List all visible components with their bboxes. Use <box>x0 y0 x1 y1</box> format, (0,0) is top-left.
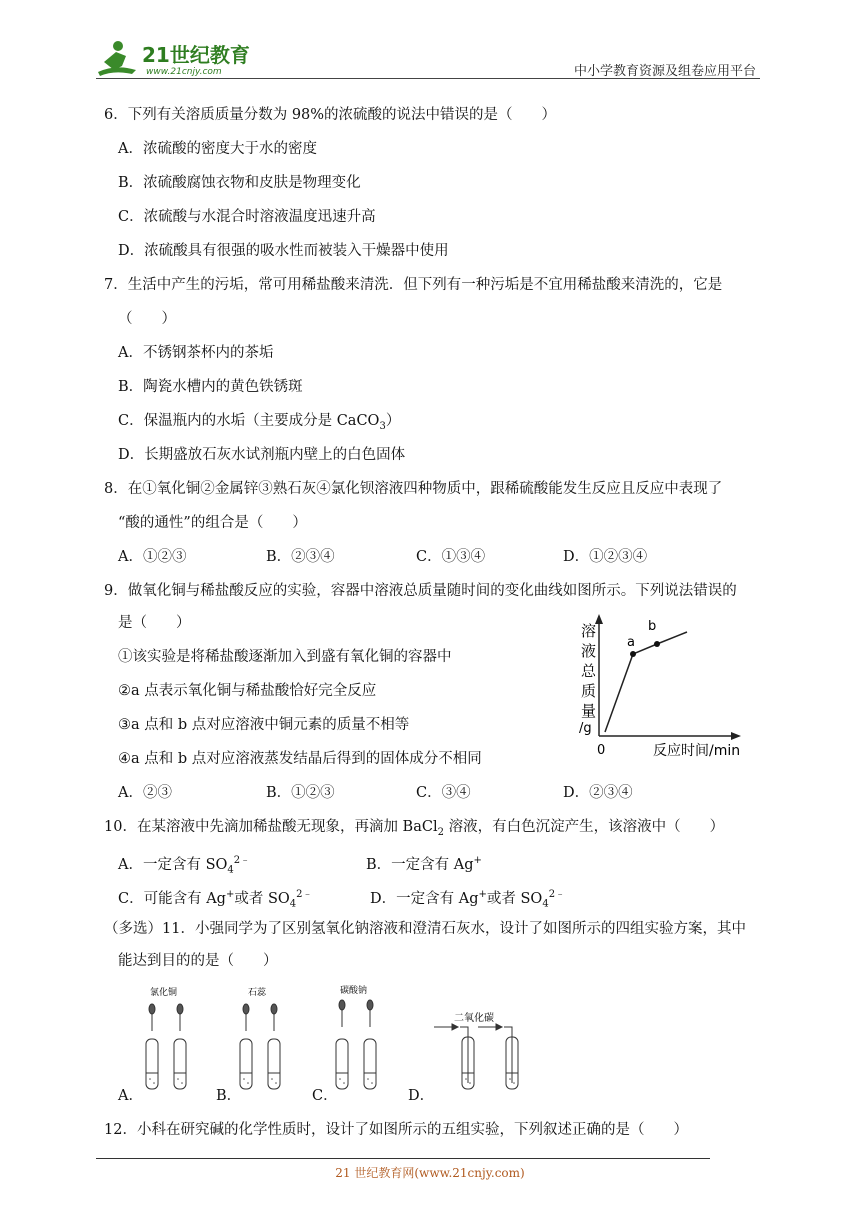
graph-ylabel-5: 量 <box>581 702 597 720</box>
label-copper-chloride: 氯化铜 <box>150 988 178 998</box>
q8-stem-line1: 8．在①氧化铜②金属锌③熟石灰④氯化钡溶液四种物质中，跟稀硫酸能发生反应且反应中表现了 <box>104 481 723 497</box>
graph-origin: 0 <box>597 743 606 758</box>
q11-option-d: D． <box>408 1088 435 1104</box>
q9-statement-4: ④a 点和 b 点对应溶液蒸发结晶后得到的固体成分不相同 <box>118 751 482 767</box>
q7-stem-line1: 7．生活中产生的污垢，常可用稀盐酸来清洗．但下列有一种污垢是不宜用稀盐酸来清洗的，它是 <box>104 277 723 293</box>
q7-option-b: B．陶瓷水槽内的黄色铁锈斑 <box>118 379 303 395</box>
q10-stem: 10．在某溶液中先滴加稀盐酸无现象，再滴加 BaCl$_2$ 溶液，有白色沉淀产生，该溶液中（ ） <box>104 819 725 838</box>
logo-title: 21世纪教育 <box>142 43 250 67</box>
q8-option-c: C．①③④ <box>416 549 486 565</box>
footer-divider <box>96 1158 710 1159</box>
q6-option-c: C．浓硫酸与水混合时溶液温度迅速升高 <box>118 209 376 225</box>
q8-option-b: B．②③④ <box>266 549 335 565</box>
q7-option-a: A．不锈钢茶杯内的茶垢 <box>118 345 274 361</box>
q11-stem-line1: （多选）11．小强同学为了区别氢氧化钠溶液和澄清石灰水，设计了如图所示的四组实验方案，其中 <box>104 921 746 937</box>
graph-point-a <box>630 651 636 657</box>
graph-curve <box>605 632 687 732</box>
q12-stem: 12．小科在研究碱的化学性质时，设计了如图所示的五组实验，下列叙述正确的是（ ） <box>104 1122 688 1138</box>
q6-option-d: D．浓硫酸具有很强的吸水性而被装入干燥器中使用 <box>118 243 449 259</box>
q9-statement-3: ③a 点和 b 点对应溶液中铜元素的质量不相等 <box>118 717 410 733</box>
q11-option-b: B． <box>216 1088 242 1104</box>
q9-option-c: C．③④ <box>416 785 471 801</box>
graph-point-b <box>654 641 660 647</box>
graph-ylabel-1: 溶 <box>581 622 597 640</box>
footer-text[interactable]: 21 世纪教育网(www.21cnjy.com) <box>335 1166 525 1180</box>
graph-ylabel-3: 总 <box>581 662 597 680</box>
logo-url: www.21cnjy.com <box>146 67 222 77</box>
q11-experiment-diagram <box>138 985 528 1095</box>
q8-option-a: A．①②③ <box>118 549 187 565</box>
graph-ylabel-2: 液 <box>581 642 597 660</box>
label-sodium-carbonate: 碳酸钠 <box>340 986 368 996</box>
graph-label-b: b <box>648 619 657 634</box>
q8-stem-line2: “酸的通性”的组合是（ ） <box>118 515 307 531</box>
graph-label-a: a <box>627 635 635 650</box>
graph-x-arrow <box>731 732 741 740</box>
q7-option-d: D．长期盛放石灰水试剂瓶内壁上的白色固体 <box>118 447 406 463</box>
q11-option-c: C． <box>312 1088 338 1104</box>
graph-y-arrow <box>595 614 603 624</box>
q10-option-d: D．一定含有 Ag+或者 $SO_4^{2﹣}$ <box>370 889 566 910</box>
q11-option-a: A． <box>118 1088 143 1104</box>
q6-stem: 6．下列有关溶质质量分数为 98%的浓硫酸的说法中错误的是（ ） <box>104 107 557 123</box>
label-carbon-dioxide: 二氧化碳 <box>454 1013 494 1024</box>
graph-ylabel-6: /g <box>579 721 592 736</box>
q7-option-c: C．保温瓶内的水垢（主要成分是 CaCO$_3$） <box>118 413 401 432</box>
q11-stem-line2: 能达到目的的是（ ） <box>118 953 278 969</box>
q9-stem-line2: 是（ ） <box>118 615 191 631</box>
q10-option-b: B．一定含有 Ag+ <box>366 855 482 873</box>
q10-option-c: C．可能含有 Ag+或者 $SO_4^{2﹣}$ <box>118 889 313 910</box>
q9-statement-2: ②a 点表示氧化铜与稀盐酸恰好完全反应 <box>118 683 377 699</box>
q9-statement-1: ①该实验是将稀盐酸逐渐加入到盛有氧化铜的容器中 <box>118 649 452 665</box>
q8-option-d: D．①②③④ <box>563 549 648 565</box>
q6-option-a: A．浓硫酸的密度大于水的密度 <box>118 141 317 157</box>
q9-stem-line1: 9．做氧化铜与稀盐酸反应的实验，容器中溶液总质量随时间的变化曲线如图所示。下列说法错误的 <box>104 583 737 599</box>
graph-ylabel-4: 质 <box>581 682 597 700</box>
q6-option-b: B．浓硫酸腐蚀衣物和皮肤是物理变化 <box>118 175 361 191</box>
q9-mass-time-graph <box>575 612 750 762</box>
q9-option-b: B．①②③ <box>266 785 335 801</box>
set-a-droppers <box>149 1004 183 1031</box>
q9-option-d: D．②③④ <box>563 785 633 801</box>
graph-xlabel: 反应时间/min <box>653 743 741 759</box>
header-divider <box>96 78 760 79</box>
header-platform-text: 中小学教育资源及组卷应用平台 <box>573 64 756 79</box>
q10-option-a: A．一定含有 $SO_4^{2﹣}$ <box>118 855 251 876</box>
q7-stem-line2: （ ） <box>118 311 176 327</box>
label-litmus: 石蕊 <box>248 988 267 998</box>
q9-option-a: A．②③ <box>118 785 172 801</box>
site-logo <box>96 38 266 78</box>
